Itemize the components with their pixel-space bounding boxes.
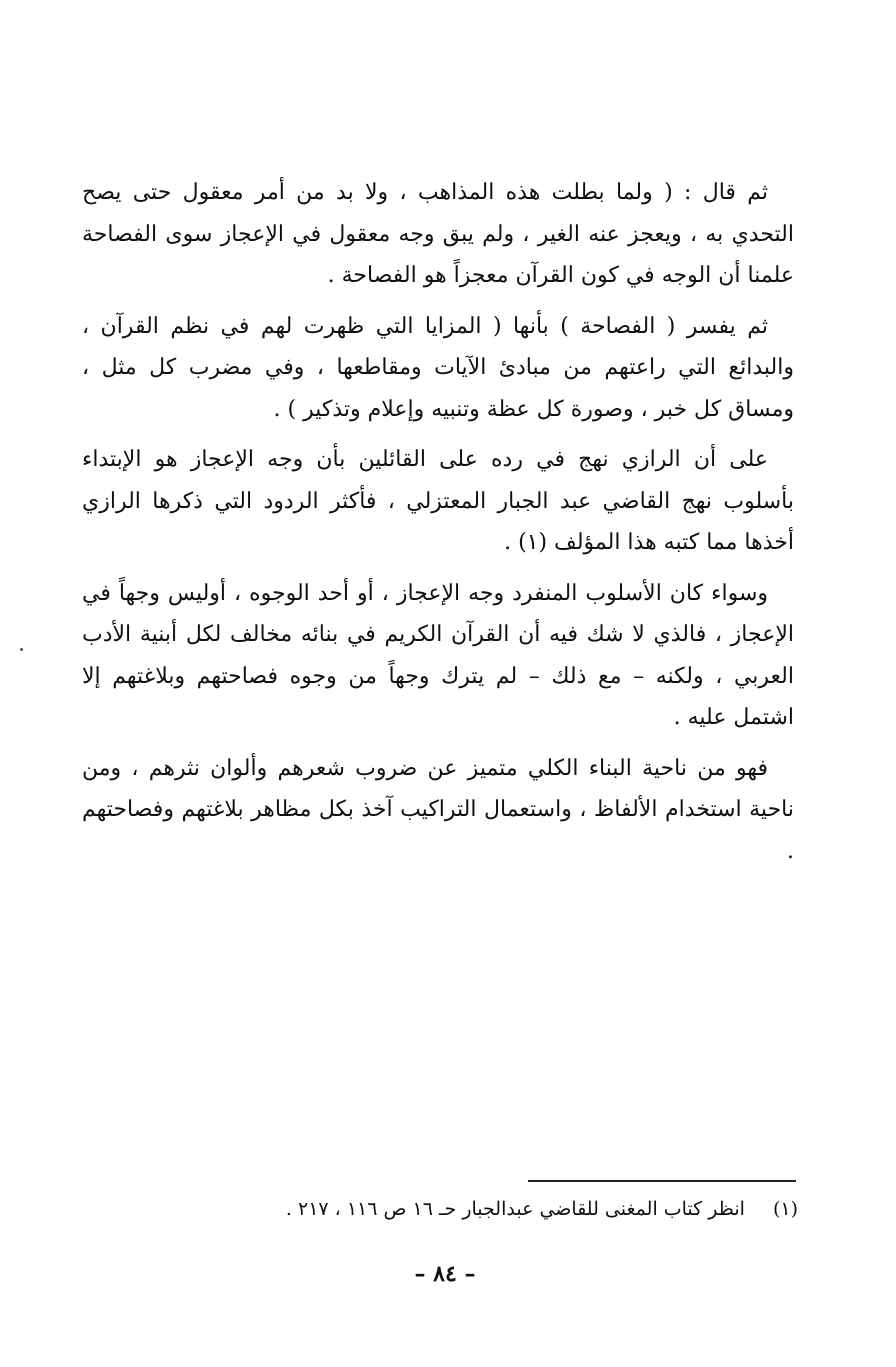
main-text	[82, 172, 794, 881]
paragraph-2: ثم يفسر ( الفصاحة ) بأنها ( المزايا التي ظهرت لهم في نظم القرآن ، والبدائع التي راعتهم من مبادئ الآيات ومقاطعها ، وفي مضرب كل مثل ، ومساق كل خبر ، وصورة كل عظة وتنبيه وإعلام وتذكير ) .	[82, 313, 794, 422]
scan-speck	[20, 648, 23, 651]
footnote	[190, 1194, 798, 1224]
page-number: – ٨٤ –	[414, 1261, 476, 1287]
paragraph-5: فهو من ناحية البناء الكلي متميز عن ضروب شعرهم وألوان نثرهم ، ومن ناحية استخدام الألفاظ ، واستعمال التراكيب آخذ بكل مظاهر بلاغتهم وفصاحتهم .	[82, 755, 794, 864]
paragraph-1: ثم قال : ( ولما بطلت هذه المذاهب ، ولا بد من أمر معقول حتى يصح التحدي به ، ويعجز عنه الغير ، ولم يبق وجه معقول في الإعجاز سوى الفصاحة علمنا أن الوجه في كون القرآن معجزاً هو الفصاحة .	[82, 180, 794, 288]
footnote-marker: (١)	[772, 1198, 798, 1220]
footnote-text: انظر كتاب المغنى للقاضي عبدالجبار حـ ١٦ ص ١١٦ ، ٢١٧ .	[285, 1198, 745, 1220]
paragraph-4: وسواء كان الأسلوب المنفرد وجه الإعجاز ، أو أحد الوجوه ، أوليس وجهاً في الإعجاز ، فالذي لا شك فيه أن القرآن الكريم في بنائه مخالف لكل أبنية الأدب العربي ، ولكنه – مع ذلك – لم يترك وجهاً من وجوه فصاحتهم وبلاغتهم إلا اشتمل عليه .	[82, 580, 794, 730]
paragraph-3: على أن الرازي نهج في رده على القائلين بأن وجه الإعجاز هو الإبتداء بأسلوب نهج القاضي عبد الجبار المعتزلي ، فأكثر الردود التي ذكرها الرازي أخذها مما كتبه هذا المؤلف (١) .	[82, 447, 794, 555]
footnote-separator	[528, 1180, 796, 1182]
